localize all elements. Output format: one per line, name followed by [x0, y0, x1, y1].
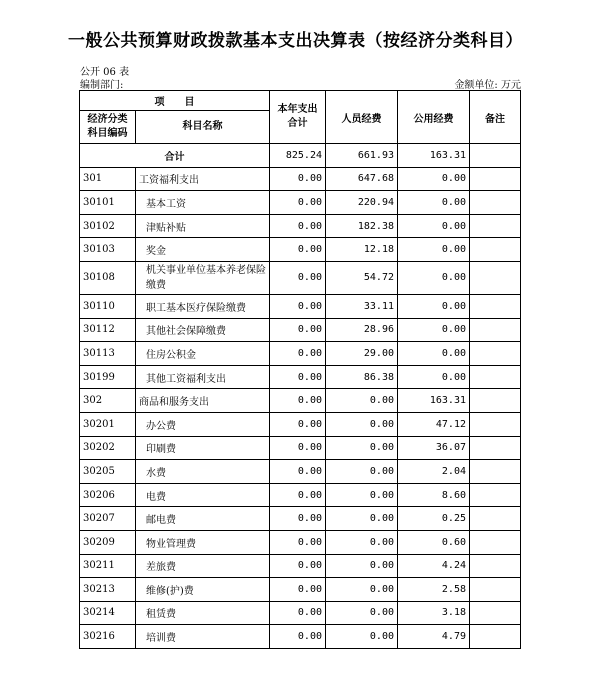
- cell-code: 30103: [80, 238, 136, 262]
- cell-name: 奖金: [136, 238, 270, 262]
- cell-name: 住房公积金: [136, 342, 270, 366]
- cell-remark: [470, 530, 521, 554]
- cell-code: 301: [80, 167, 136, 191]
- cell-personnel: 0.00: [326, 578, 398, 602]
- cell-name: 印刷费: [136, 436, 270, 460]
- cell-name: 物业管理费: [136, 530, 270, 554]
- cell-personnel: 0.00: [326, 389, 398, 413]
- cell-total: 0.00: [270, 318, 326, 342]
- cell-name: 水费: [136, 460, 270, 484]
- header-name: 科目名称: [136, 111, 270, 144]
- table-row: [80, 412, 521, 436]
- cell-remark: [470, 238, 521, 262]
- table-row: [80, 342, 521, 366]
- cell-personnel: 0.00: [326, 601, 398, 625]
- cell-personnel: 0.00: [326, 554, 398, 578]
- cell-personnel: 220.94: [326, 191, 398, 215]
- cell-remark: [470, 436, 521, 460]
- cell-code: 30207: [80, 507, 136, 531]
- cell-personnel: 0.00: [326, 507, 398, 531]
- header-code: 经济分类科目编码: [80, 111, 136, 144]
- table-row: [80, 625, 521, 649]
- unit-label: 金额单位: 万元: [454, 80, 521, 91]
- cell-remark: [470, 389, 521, 413]
- table-row: [80, 365, 521, 389]
- cell-personnel: 0.00: [326, 530, 398, 554]
- cell-remark: [470, 483, 521, 507]
- cell-public: 4.79: [398, 625, 470, 649]
- page-title: 一般公共预算财政拨款基本支出决算表（按经济分类科目）: [68, 31, 523, 51]
- cell-public: 0.00: [398, 261, 470, 294]
- table-row: [80, 483, 521, 507]
- cell-personnel: 29.00: [326, 342, 398, 366]
- cell-name: 其他社会保障缴费: [136, 318, 270, 342]
- cell-remark: [470, 342, 521, 366]
- cell-total: 0.00: [270, 530, 326, 554]
- cell-remark: [470, 167, 521, 191]
- cell-remark: [470, 460, 521, 484]
- cell-code: 30199: [80, 365, 136, 389]
- cell-name: 邮电费: [136, 507, 270, 531]
- cell-code: 302: [80, 389, 136, 413]
- total-remark: [470, 144, 521, 168]
- table-row: [80, 238, 521, 262]
- cell-total: 0.00: [270, 342, 326, 366]
- cell-remark: [470, 191, 521, 215]
- total-total: 825.24: [270, 144, 326, 168]
- cell-public: 2.58: [398, 578, 470, 602]
- cell-code: 30201: [80, 412, 136, 436]
- cell-personnel: 0.00: [326, 412, 398, 436]
- cell-personnel: 182.38: [326, 214, 398, 238]
- table-row: [80, 436, 521, 460]
- cell-public: 0.00: [398, 167, 470, 191]
- cell-public: 8.60: [398, 483, 470, 507]
- header-remark: 备注: [470, 91, 521, 144]
- cell-total: 0.00: [270, 389, 326, 413]
- cell-total: 0.00: [270, 365, 326, 389]
- cell-public: 0.00: [398, 294, 470, 318]
- cell-public: 0.00: [398, 365, 470, 389]
- cell-total: 0.00: [270, 412, 326, 436]
- cell-remark: [470, 601, 521, 625]
- cell-remark: [470, 554, 521, 578]
- cell-total: 0.00: [270, 261, 326, 294]
- cell-remark: [470, 625, 521, 649]
- cell-total: 0.00: [270, 214, 326, 238]
- cell-code: 30211: [80, 554, 136, 578]
- cell-code: 30214: [80, 601, 136, 625]
- table-row: [80, 530, 521, 554]
- cell-public: 163.31: [398, 389, 470, 413]
- cell-name: 基本工资: [136, 191, 270, 215]
- cell-personnel: 647.68: [326, 167, 398, 191]
- cell-public: 2.04: [398, 460, 470, 484]
- cell-total: 0.00: [270, 436, 326, 460]
- cell-name: 租赁费: [136, 601, 270, 625]
- cell-public: 0.60: [398, 530, 470, 554]
- cell-name: 办公费: [136, 412, 270, 436]
- table-row: [80, 578, 521, 602]
- cell-public: 0.00: [398, 342, 470, 366]
- cell-personnel: 0.00: [326, 625, 398, 649]
- table-row: [80, 389, 521, 413]
- cell-total: 0.00: [270, 507, 326, 531]
- cell-total: 0.00: [270, 554, 326, 578]
- department-label: 编制部门:: [80, 80, 124, 91]
- header-total: 本年支出合计: [270, 91, 326, 144]
- cell-personnel: 0.00: [326, 436, 398, 460]
- cell-code: 30213: [80, 578, 136, 602]
- cell-remark: [470, 318, 521, 342]
- cell-total: 0.00: [270, 578, 326, 602]
- table-row: [80, 261, 521, 294]
- table-row: [80, 214, 521, 238]
- cell-public: 47.12: [398, 412, 470, 436]
- cell-name: 电费: [136, 483, 270, 507]
- header-item: 项 目: [80, 91, 270, 111]
- cell-public: 0.00: [398, 318, 470, 342]
- header-public: 公用经费: [398, 91, 470, 144]
- cell-remark: [470, 294, 521, 318]
- cell-code: 30110: [80, 294, 136, 318]
- cell-public: 0.25: [398, 507, 470, 531]
- cell-code: 30216: [80, 625, 136, 649]
- cell-name: 机关事业单位基本养老保险缴费: [136, 261, 270, 294]
- cell-code: 30205: [80, 460, 136, 484]
- cell-name: 职工基本医疗保险缴费: [136, 294, 270, 318]
- cell-remark: [470, 412, 521, 436]
- cell-name: 商品和服务支出: [136, 389, 270, 413]
- cell-personnel: 0.00: [326, 460, 398, 484]
- total-row: [80, 144, 521, 168]
- cell-code: 30202: [80, 436, 136, 460]
- cell-total: 0.00: [270, 238, 326, 262]
- cell-total: 0.00: [270, 625, 326, 649]
- cell-name: 培训费: [136, 625, 270, 649]
- cell-name: 维修(护)费: [136, 578, 270, 602]
- header-personnel: 人员经费: [326, 91, 398, 144]
- cell-total: 0.00: [270, 460, 326, 484]
- cell-personnel: 86.38: [326, 365, 398, 389]
- cell-code: 30113: [80, 342, 136, 366]
- table-row: [80, 191, 521, 215]
- cell-public: 3.18: [398, 601, 470, 625]
- cell-public: 4.24: [398, 554, 470, 578]
- cell-name: 差旅费: [136, 554, 270, 578]
- cell-name: 其他工资福利支出: [136, 365, 270, 389]
- total-public: 163.31: [398, 144, 470, 168]
- cell-total: 0.00: [270, 167, 326, 191]
- cell-personnel: 12.18: [326, 238, 398, 262]
- table-row: [80, 294, 521, 318]
- cell-code: 30108: [80, 261, 136, 294]
- cell-total: 0.00: [270, 191, 326, 215]
- table-row: [80, 318, 521, 342]
- cell-total: 0.00: [270, 294, 326, 318]
- table-row: [80, 601, 521, 625]
- cell-remark: [470, 578, 521, 602]
- cell-public: 0.00: [398, 238, 470, 262]
- cell-name: 工资福利支出: [136, 167, 270, 191]
- cell-remark: [470, 214, 521, 238]
- cell-code: 30209: [80, 530, 136, 554]
- cell-remark: [470, 365, 521, 389]
- table-row: [80, 507, 521, 531]
- cell-public: 0.00: [398, 214, 470, 238]
- cell-personnel: 33.11: [326, 294, 398, 318]
- cell-code: 30112: [80, 318, 136, 342]
- table-row: [80, 460, 521, 484]
- cell-personnel: 0.00: [326, 483, 398, 507]
- cell-personnel: 54.72: [326, 261, 398, 294]
- cell-name: 津贴补贴: [136, 214, 270, 238]
- cell-public: 36.07: [398, 436, 470, 460]
- table-row: [80, 167, 521, 191]
- total-personnel: 661.93: [326, 144, 398, 168]
- cell-remark: [470, 261, 521, 294]
- total-label: 合计: [80, 144, 270, 168]
- cell-code: 30102: [80, 214, 136, 238]
- cell-total: 0.00: [270, 601, 326, 625]
- cell-total: 0.00: [270, 483, 326, 507]
- expenditure-table: [79, 90, 521, 649]
- cell-code: 30206: [80, 483, 136, 507]
- cell-public: 0.00: [398, 191, 470, 215]
- table-row: [80, 554, 521, 578]
- cell-remark: [470, 507, 521, 531]
- cell-personnel: 28.96: [326, 318, 398, 342]
- form-number: 公开 06 表: [80, 67, 130, 78]
- cell-code: 30101: [80, 191, 136, 215]
